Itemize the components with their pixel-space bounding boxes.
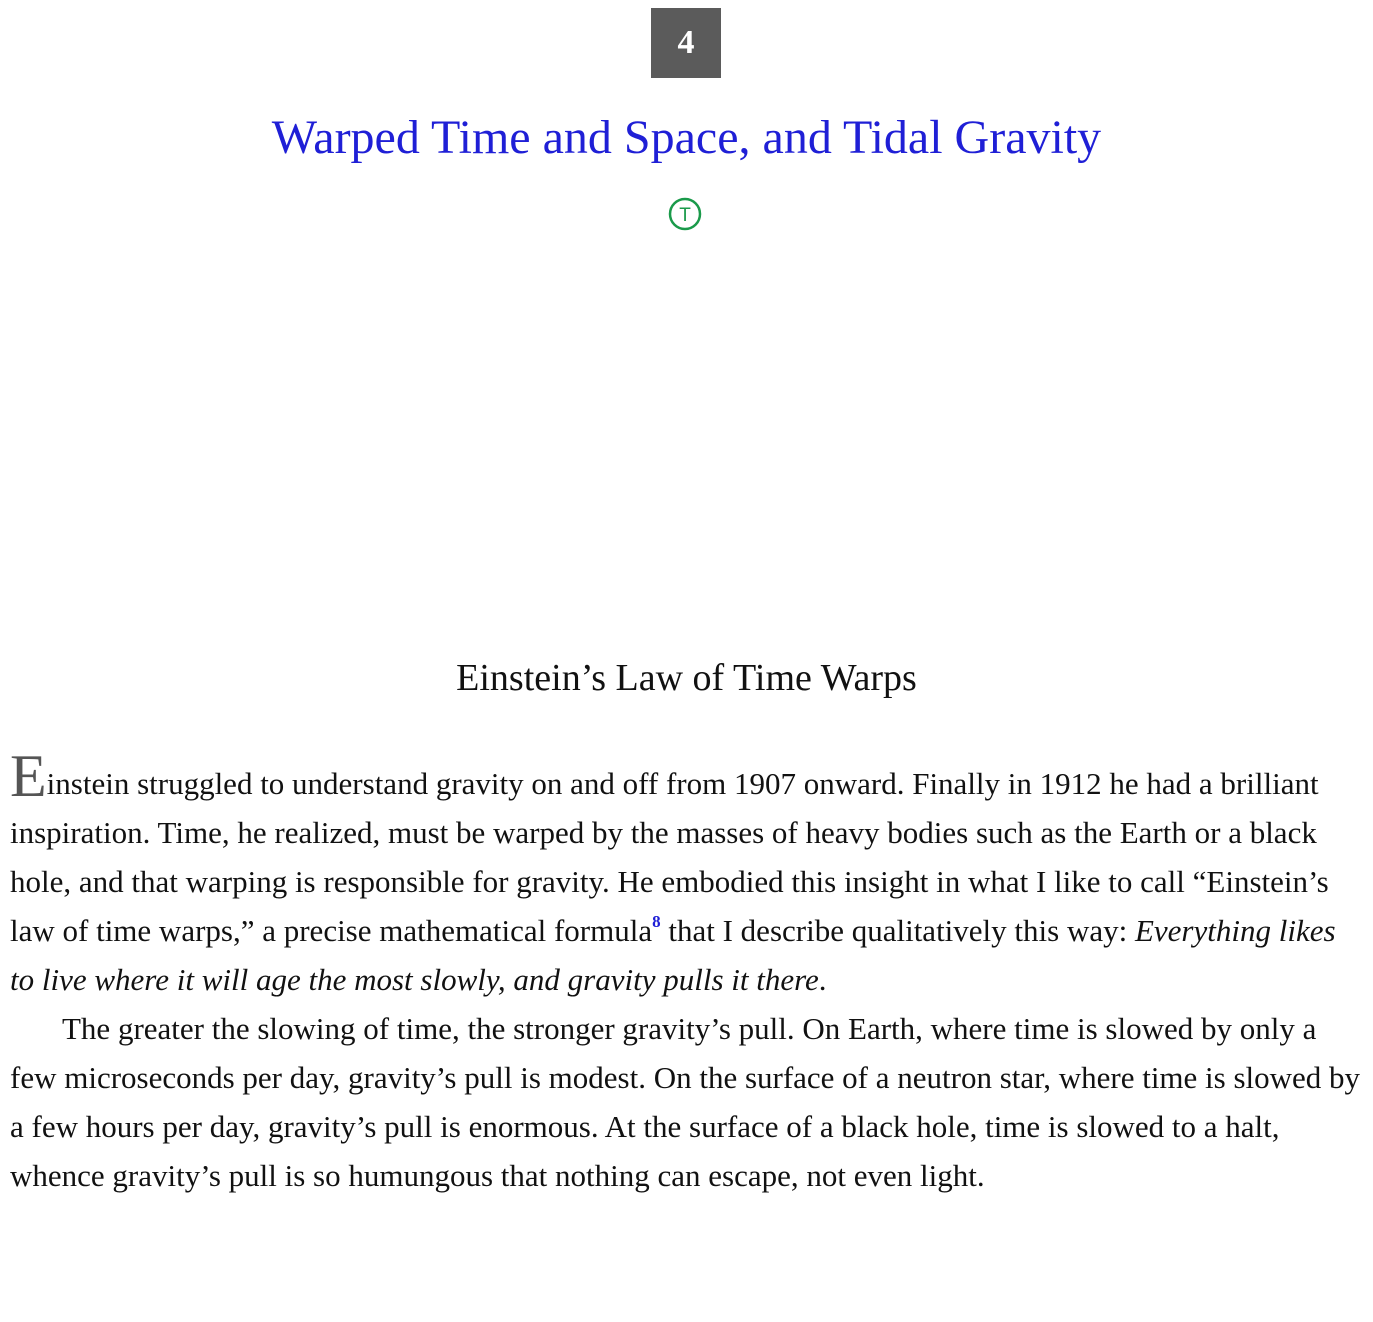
paragraph-1-text-a: instein struggled to understand gravity on and off from 1907 onward. Finally in 1912 he had a brilliant inspiration. Time, he realized, must be warped by the masses of heavy bodies such as the Earth or a black hole, and that warping is responsible for gravity. He embodied this insight in what I like to call “Einstein’s law of time warps,” a precise mathematical formula	[10, 766, 1329, 948]
body-text	[10, 743, 1366, 1200]
chapter-number-badge	[651, 8, 721, 78]
chapter-number: 4	[677, 24, 695, 61]
drop-cap: E	[10, 743, 47, 809]
svg-text:T: T	[679, 205, 691, 226]
tts-t-icon[interactable]	[667, 196, 703, 232]
paragraph-1-emphasis: Everything likes to live where it will age the most slowly, and gravity pulls it there	[10, 913, 1336, 997]
paragraph-2: The greater the slowing of time, the stronger gravity’s pull. On Earth, where time is slowed by only a few microseconds per day, gravity’s pull is modest. On the surface of a neutron star, where time is slowed by a few hours per day, gravity’s pull is enormous. At the surface of a black hole, time is slowed to a halt, whence gravity’s pull is so humungous that nothing can escape, not even light.	[10, 1011, 1361, 1193]
chapter-title[interactable]: Warped Time and Space, and Tidal Gravity	[271, 111, 1102, 164]
paragraph-1-text-b: that I describe qualitatively this way:	[660, 913, 1135, 948]
section-title: Einstein’s Law of Time Warps	[456, 657, 917, 699]
paragraph-1	[10, 743, 1366, 1004]
paragraph-1-end: .	[818, 962, 827, 997]
footnote-link[interactable]: 8	[652, 912, 661, 931]
